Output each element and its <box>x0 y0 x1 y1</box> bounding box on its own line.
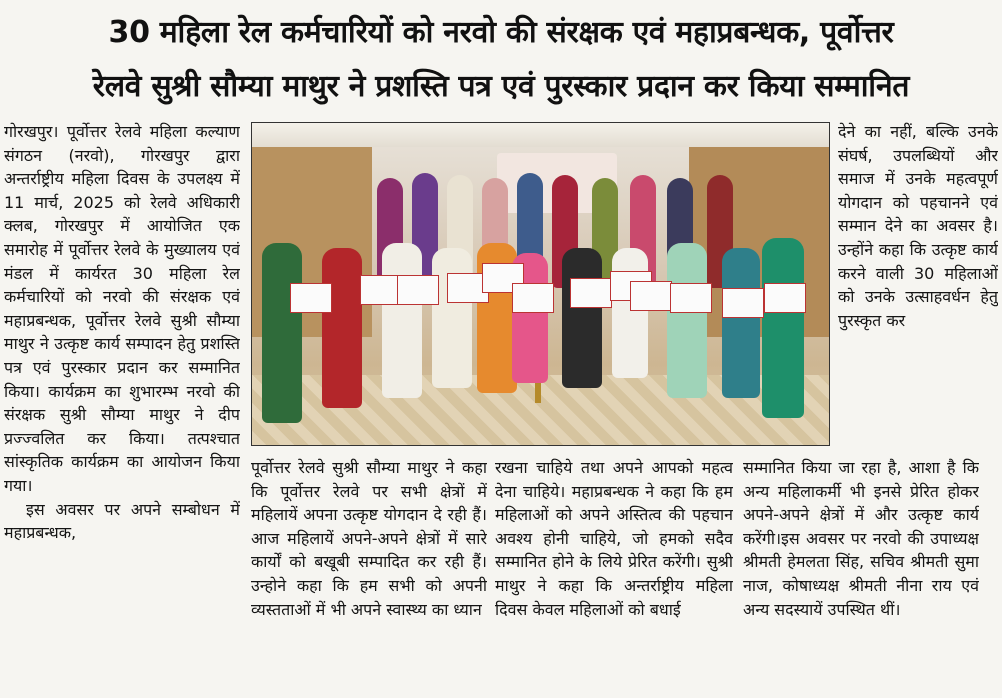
headline-line-1: 30 महिला रेल कर्मचारियों को नरवो की संरक्षक एवं महाप्रबन्धक, पूर्वोत्तर <box>108 15 894 50</box>
article-column-4-bottom <box>743 456 979 698</box>
paragraph-closing: सम्मानित किया जा रहा है, आशा है कि अन्य महिलाकर्मी भी इनसे प्रेरित होकर अपने-अपने क्षेत्रों में और उत्कृष्ट कार्य करेंगी।इस अवसर पर नरवो की उपाध्यक्ष श्रीमती हेमलता सिंह, सचिव श्रीमती सुमा नाज, कोषाध्यक्ष श्रीमती नीना राय एवं अन्य सदस्यायें उपस्थित थीं। <box>743 458 979 619</box>
photo-person <box>667 243 707 398</box>
photo-person <box>562 248 602 388</box>
photo-certificate <box>512 283 554 313</box>
photo-person <box>322 248 362 408</box>
photo-certificate <box>630 281 672 311</box>
article-column-3 <box>495 456 733 698</box>
photo-person <box>722 248 760 398</box>
event-photo <box>251 122 830 446</box>
paragraph-speech: पूर्वोत्तर रेलवे सुश्री सौम्या माथुर ने कहा कि पूर्वोत्तर रेलवे पर सभी क्षेत्रों में महिलायें अपना उत्कृष्ट योगदान दे रही हैं। आज महिलायें अपने-अपने क्षेत्रों में सारे कार्यों को बखूबी सम्पादित कर रही हैं। उन्होने कहा कि हम सभी को अपनी व्यस्तताओं में भी अपने स्वास्थ्य का ध्यान <box>251 458 487 619</box>
photo-certificate <box>764 283 806 313</box>
article-column-4-top <box>838 120 998 450</box>
paragraph-intro: गोरखपुर। पूर्वोत्तर रेलवे महिला कल्याण संगठन (नरवो), गोरखपुर द्वारा अन्तर्राष्ट्रीय महिला दिवस के उपलक्ष्य में 11 मार्च, 2025 को रेलवे अधिकारी क्लब, गोरखपुर में आयोजित एक समारोह में पूर्वोत्तर रेलवे के मुख्यालय एवं मंडल में कार्यरत 30 महिला रेल कर्मचारियों को नरवो की संरक्षक एवं महाप्रबन्धक, पूर्वोत्तर रेलवे सुश्री सौम्या माथुर ने उत्कृष्ट कार्य सम्पादन हेतु प्रशस्ति पत्र एवं पुरस्कार प्रदान कर सम्मानित किया। कार्यक्रम का शुभारम्भ नरवो की संरक्षक सुश्री सौम्या माथुर ने दीप प्रज्ज्वलित कर किया। तत्पश्चात सांस्कृतिक कार्यक्रम का आयोजन किया गया। <box>4 122 240 495</box>
paragraph-address: इस अवसर पर अपने सम्बोधन में महाप्रबन्धक, <box>4 499 240 543</box>
photo-person <box>432 248 472 388</box>
photo-certificate <box>570 278 612 308</box>
photo-ceiling <box>252 123 829 147</box>
paragraph-speech-continued: रखना चाहिये तथा अपने आपको महत्व देना चाहिये। महाप्रबन्धक ने कहा कि हम महिलाओं को अपने अस्तित्व की पहचान अवश्य होनी चाहिये, जो हमको सदैव सम्मानित होने के लिये प्रेरित करेंगी। सुश्री माथुर ने कहा कि अन्तर्राष्ट्रीय महिला दिवस केवल महिलाओं को बधाई <box>495 458 733 619</box>
paragraph-womens-day: देने का नहीं, बल्कि उनके संघर्ष, उपलब्धियों और समाज में उनके महत्वपूर्ण योगदान को पहचानने एवं सम्मान देने का अवसर है। उन्होंने कहा कि उत्कृष्ट कार्य करने वाली 30 महिलाओं को उनके उत्साहवर्धन हेतु पुरस्कृत कर <box>838 122 998 330</box>
photo-certificate <box>670 283 712 313</box>
photo-person <box>762 238 804 418</box>
photo-certificate <box>360 275 402 305</box>
photo-certificate <box>290 283 332 313</box>
article-column-2 <box>251 456 487 698</box>
article-column-1 <box>4 120 240 698</box>
headline-line-2: रेलवे सुश्री सौम्या माथुर ने प्रशस्ति पत्र एवं पुरस्कार प्रदान कर किया सम्मानित <box>92 69 910 104</box>
photo-certificate <box>722 288 764 318</box>
photo-person <box>382 243 422 398</box>
photo-person <box>262 243 302 423</box>
photo-person <box>612 248 648 378</box>
photo-certificate <box>397 275 439 305</box>
